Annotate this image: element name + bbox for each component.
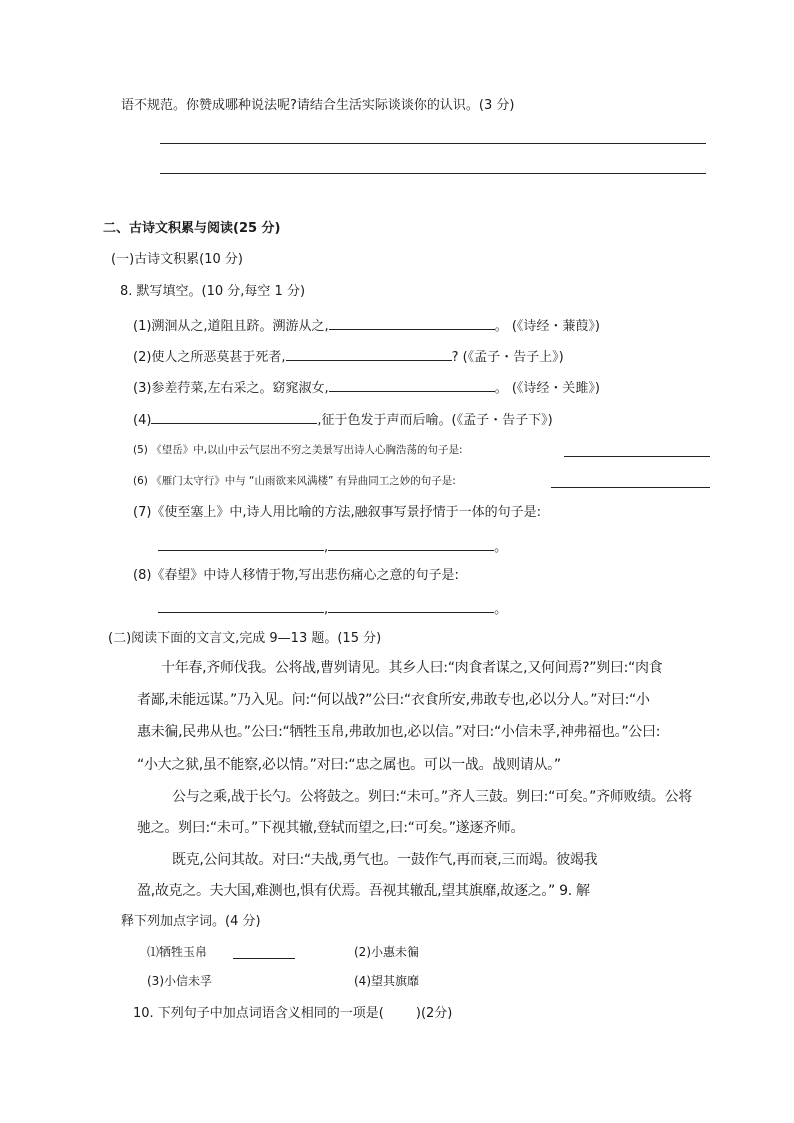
passage-line-8: 盈,故克之。夫大国,难测也,惧有伏焉。吾视其辙乱,望其旗靡,故逐之。” 9. 解 (137, 883, 590, 899)
q10-line (133, 1006, 452, 1022)
q8-item-7-blank-b[interactable] (328, 537, 494, 551)
q8-item-7: (7)《使至塞上》中,诗人用比喻的方法,融叙事写景抒情于一体的句子是: (133, 505, 542, 520)
q8-item-2 (133, 347, 564, 366)
q8-item-7-blank-a[interactable] (158, 537, 324, 551)
part2-title: (二)阅读下面的文言文,完成 9—13 题。(15 分) (108, 631, 382, 646)
q8-item-4 (133, 410, 553, 429)
q8-item-8: (8)《春望》中诗人移情于物,写出悲伤痛心之意的句子是: (133, 568, 459, 583)
q8-item-3-post: 。 (《诗经・关雎》) (494, 381, 600, 396)
q8-item-8-end: 。 (494, 602, 508, 617)
part1-title: (一)古诗文积累(10 分) (111, 252, 243, 267)
answer-line-2[interactable] (160, 173, 706, 174)
q8-item-7-comma: , (324, 540, 329, 555)
q9-item-1-blank[interactable] (233, 958, 295, 959)
q8-item-2-post: ? (《孟子・告子上》) (451, 350, 564, 365)
q8-item-1-blank[interactable] (329, 316, 495, 330)
q8-item-1-pre: (1)溯洄从之,道阻且跻。溯游从之, (133, 319, 329, 334)
q8-item-3 (133, 378, 600, 397)
q10-tail: )(2分) (415, 1006, 453, 1021)
passage-line-5: 公与之乘,战于长勺。公将鼓之。刿曰:“未可。”齐人三鼓。刿曰:“可矣。”齐师败绩。公将 (172, 789, 692, 805)
q8-item-8-blank-a[interactable] (158, 599, 324, 613)
q8-item-4-post: ,征于色发于声而后喻。(《孟子・告子下》) (317, 413, 553, 428)
q8-item-2-blank[interactable] (286, 347, 452, 361)
q8-item-2-pre: (2)使人之所恶莫甚于死者, (133, 350, 286, 365)
section2-title: 二、古诗文积累与阅读(25 分) (103, 221, 281, 236)
passage-line-6: 驰之。刿曰:“未可。”下视其辙,登轼而望之,曰:“可矣。”遂逐齐师。 (137, 820, 525, 836)
q10-stem: 10. 下列句子中加点词语含义相同的一项是( (133, 1006, 384, 1021)
q8-item-3-blank[interactable] (329, 378, 495, 392)
q8-item-8-answer (158, 599, 507, 618)
q8-item-8-blank-b[interactable] (328, 599, 494, 613)
q8-item-1-post: 。 (《诗经・蒹葭》) (494, 319, 600, 334)
passage-line-3: 惠未徧,民弗从也。”公曰:“牺牲玉帛,弗敢加也,必以信。”对曰:“小信未孚,神弗福也。”公曰: (137, 724, 661, 740)
q8-item-8-comma: , (324, 602, 329, 617)
passage-line-2: 者鄙,未能远谋。”乃入见。问:“何以战?”公曰:“衣食所安,弗敢专也,必以分人。”对曰:“小 (137, 692, 650, 708)
q8-item-7-end: 。 (494, 540, 508, 555)
q8-item-3-pre: (3)参差荇菜,左右采之。窈窕淑女, (133, 381, 329, 396)
q9-item-3: (3)小信未孚 (147, 974, 212, 988)
answer-line-1[interactable] (160, 143, 706, 144)
passage-line-4: “小大之狱,虽不能察,必以情。”对曰:“忠之属也。可以一战。战则请从。” (137, 757, 561, 773)
q8-item-7-answer (158, 537, 507, 556)
q8-item-5-blank[interactable] (564, 456, 710, 457)
q8-item-6-blank[interactable] (551, 487, 710, 488)
q9-item-1: ⑴牺牲玉帛 (147, 945, 208, 959)
q9-stem: 释下列加点字词。(4 分) (121, 914, 261, 929)
q8-stem: 8. 默写填空。(10 分,每空 1 分) (120, 284, 306, 299)
q9-item-4: (4)望其旗靡 (354, 974, 419, 988)
q8-item-1 (133, 316, 600, 335)
passage-line-1: 十年春,齐师伐我。公将战,曹刿请见。其乡人曰:“肉食者谋之,又何间焉?”刿曰:“肉食 (161, 660, 663, 676)
q9-item-2: (2)小惠未徧 (354, 945, 419, 959)
passage-line-7: 既克,公问其故。对曰:“夫战,勇气也。一鼓作气,再而衰,三而竭。彼竭我 (172, 852, 598, 868)
q8-item-5: (5) 《望岳》中,以山中云气层出不穷之美景写出诗人心胸浩荡的句子是: (133, 444, 463, 456)
q7-tail-text: 语不规范。你赞成哪种说法呢?请结合生活实际谈谈你的认识。(3 分) (121, 98, 515, 113)
q8-item-6: (6) 《雁门太守行》中与 “山雨欲来风满楼” 有异曲同工之妙的句子是: (133, 475, 456, 487)
q8-item-4-blank[interactable] (151, 410, 317, 424)
q8-item-4-pre: (4) (133, 413, 152, 428)
